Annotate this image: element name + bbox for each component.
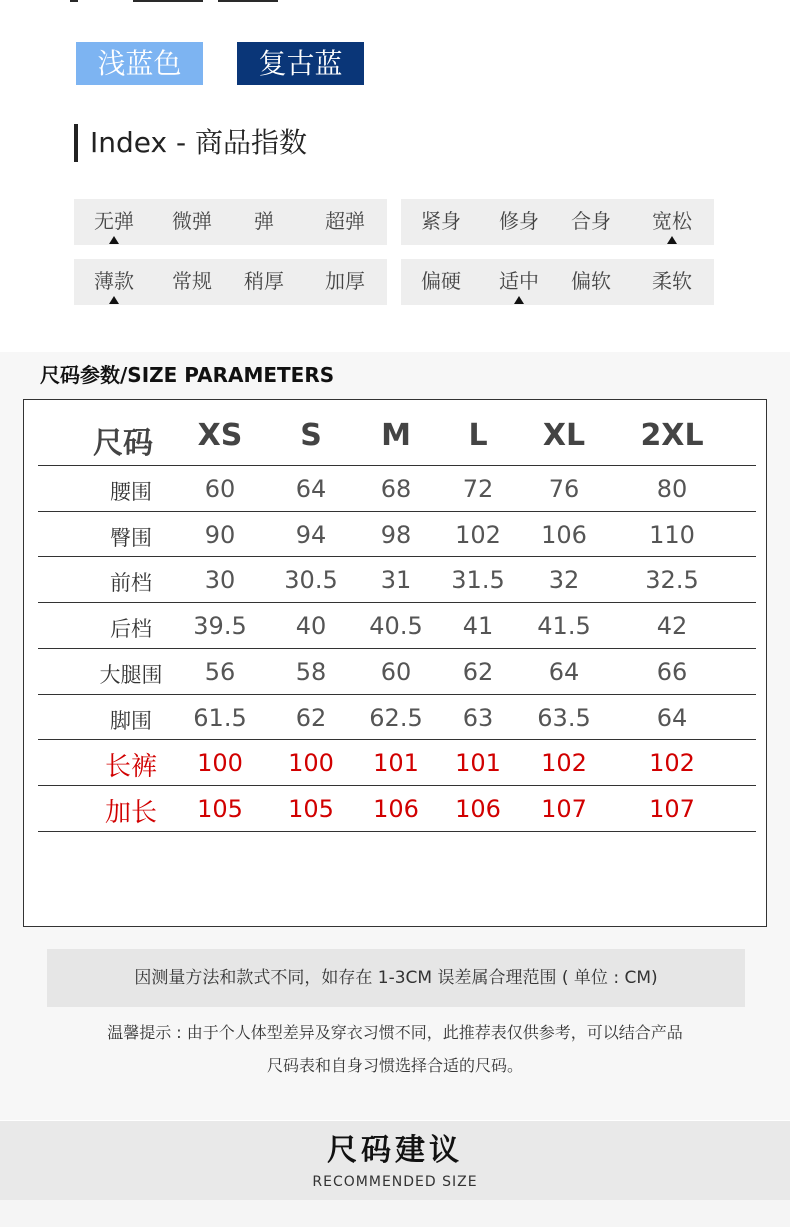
size-value-cell: 101 bbox=[455, 749, 501, 778]
size-value-cell: 63 bbox=[462, 703, 494, 732]
size-value-cell: 39.5 bbox=[193, 612, 247, 641]
fragment-mark bbox=[70, 0, 78, 2]
tip-line-2: 尺码表和自身习惯选择合适的尺码。 bbox=[266, 1056, 523, 1075]
size-row-label: 前档 bbox=[110, 571, 152, 596]
index-group bbox=[401, 199, 714, 245]
size-value-cell: 94 bbox=[295, 520, 327, 549]
size-header-cell: S bbox=[300, 418, 322, 453]
size-row-label: 脚围 bbox=[110, 708, 152, 733]
size-row-label: 大腿围 bbox=[99, 662, 163, 687]
size-value-cell: 64 bbox=[548, 657, 580, 686]
size-value-cell: 100 bbox=[197, 749, 243, 778]
size-value-cell: 30.5 bbox=[284, 566, 338, 595]
table-divider bbox=[38, 556, 756, 557]
index-group bbox=[401, 259, 714, 305]
size-value-cell: 60 bbox=[380, 657, 412, 686]
size-value-cell: 60 bbox=[204, 475, 236, 503]
size-value-cell: 102 bbox=[541, 749, 587, 778]
size-value-cell: 64 bbox=[295, 475, 327, 503]
size-table bbox=[23, 399, 767, 927]
index-option: 适中 bbox=[499, 269, 539, 293]
size-parameters-heading: 尺码参数/SIZE PARAMETERS bbox=[40, 363, 335, 387]
index-option: 薄款 bbox=[94, 269, 134, 293]
selected-marker-icon bbox=[667, 236, 677, 244]
size-header-cell: 2XL bbox=[640, 418, 704, 453]
index-option: 无弹 bbox=[94, 209, 134, 233]
size-value-cell: 80 bbox=[656, 475, 688, 503]
size-value-cell: 31 bbox=[380, 566, 412, 595]
table-divider bbox=[38, 648, 756, 649]
size-header-cell: XS bbox=[197, 418, 243, 453]
size-value-cell: 101 bbox=[373, 749, 419, 778]
selected-marker-icon bbox=[514, 296, 524, 304]
size-row-label: 后档 bbox=[110, 617, 152, 642]
size-value-cell: 62 bbox=[295, 703, 327, 732]
color-option-retro-blue[interactable]: 复古蓝 bbox=[237, 42, 364, 85]
size-value-cell: 106 bbox=[373, 794, 419, 823]
size-value-cell: 32 bbox=[548, 566, 580, 595]
selected-marker-icon bbox=[109, 296, 119, 304]
size-row-label: 腰围 bbox=[110, 480, 152, 504]
size-value-cell: 61.5 bbox=[193, 703, 247, 732]
index-option: 宽松 bbox=[652, 209, 692, 233]
index-option: 常规 bbox=[172, 269, 212, 293]
size-row-label: 臀围 bbox=[110, 525, 152, 550]
index-option: 微弹 bbox=[172, 209, 212, 233]
index-option: 紧身 bbox=[421, 209, 461, 233]
size-value-cell: 64 bbox=[656, 703, 688, 732]
index-option: 偏硬 bbox=[421, 269, 461, 293]
size-value-cell: 106 bbox=[541, 520, 587, 549]
color-option-light-blue[interactable]: 浅蓝色 bbox=[76, 42, 203, 85]
cropped-heading-fragment bbox=[70, 0, 330, 4]
table-divider bbox=[38, 739, 756, 740]
table-divider bbox=[38, 694, 756, 695]
table-divider bbox=[38, 602, 756, 603]
fragment-mark bbox=[133, 0, 203, 2]
size-value-cell: 102 bbox=[649, 749, 695, 778]
index-option: 弹 bbox=[254, 209, 274, 233]
table-divider bbox=[38, 831, 756, 832]
size-value-cell: 41.5 bbox=[537, 612, 591, 641]
size-value-cell: 30 bbox=[204, 566, 236, 595]
size-value-cell: 62 bbox=[462, 657, 494, 686]
size-value-cell: 98 bbox=[380, 520, 412, 549]
size-header-cell: XL bbox=[542, 418, 586, 453]
size-value-cell: 31.5 bbox=[451, 566, 505, 595]
size-header-cell: M bbox=[381, 418, 411, 453]
table-divider bbox=[38, 465, 756, 466]
size-value-cell: 66 bbox=[656, 657, 688, 686]
size-value-cell: 100 bbox=[288, 749, 334, 778]
tip-line-1: 温馨提示 : 由于个人体型差异及穿衣习惯不同，此推荐表仅供参考，可以结合产品 bbox=[107, 1023, 683, 1042]
size-value-cell: 42 bbox=[656, 612, 688, 641]
size-header-label: 尺码 bbox=[93, 426, 153, 461]
bottom-strip bbox=[0, 1200, 790, 1227]
index-group bbox=[74, 259, 387, 305]
table-divider bbox=[38, 511, 756, 512]
recommend-title: 尺码建议 bbox=[327, 1133, 463, 1168]
index-option: 稍厚 bbox=[244, 269, 284, 293]
index-option: 柔软 bbox=[652, 269, 692, 293]
table-divider bbox=[38, 785, 756, 786]
size-value-cell: 107 bbox=[541, 794, 587, 823]
recommend-subtitle: RECOMMENDED SIZE bbox=[312, 1174, 478, 1190]
size-value-cell: 58 bbox=[295, 657, 327, 686]
size-value-cell: 62.5 bbox=[369, 703, 423, 732]
size-value-cell: 63.5 bbox=[537, 703, 591, 732]
size-value-cell: 105 bbox=[288, 794, 334, 823]
index-option: 加厚 bbox=[325, 269, 365, 293]
index-title: Index - 商品指数 bbox=[74, 124, 307, 162]
fragment-mark bbox=[218, 0, 278, 2]
size-value-cell: 72 bbox=[462, 475, 494, 503]
measure-note: 因测量方法和款式不同，如存在 1-3CM 误差属合理范围 ( 单位 : CM) bbox=[47, 949, 745, 1007]
index-option: 合身 bbox=[571, 209, 611, 233]
index-group bbox=[74, 199, 387, 245]
size-value-cell: 106 bbox=[455, 794, 501, 823]
size-value-cell: 90 bbox=[204, 520, 236, 549]
size-value-cell: 56 bbox=[204, 657, 236, 686]
index-option: 修身 bbox=[499, 209, 539, 233]
size-value-cell: 68 bbox=[380, 475, 412, 503]
size-row-label: 长裤 bbox=[104, 752, 158, 783]
size-value-cell: 105 bbox=[197, 794, 243, 823]
size-value-cell: 107 bbox=[649, 794, 695, 823]
selected-marker-icon bbox=[109, 236, 119, 244]
size-row-label: 加长 bbox=[104, 797, 158, 828]
size-value-cell: 40 bbox=[295, 612, 327, 641]
size-value-cell: 102 bbox=[455, 520, 501, 549]
size-value-cell: 110 bbox=[649, 520, 695, 549]
size-value-cell: 41 bbox=[462, 612, 494, 641]
size-header-cell: L bbox=[468, 418, 488, 453]
size-value-cell: 32.5 bbox=[645, 566, 699, 595]
index-option: 超弹 bbox=[325, 209, 365, 233]
index-option: 偏软 bbox=[571, 269, 611, 293]
size-value-cell: 40.5 bbox=[369, 612, 423, 641]
size-value-cell: 76 bbox=[548, 475, 580, 503]
